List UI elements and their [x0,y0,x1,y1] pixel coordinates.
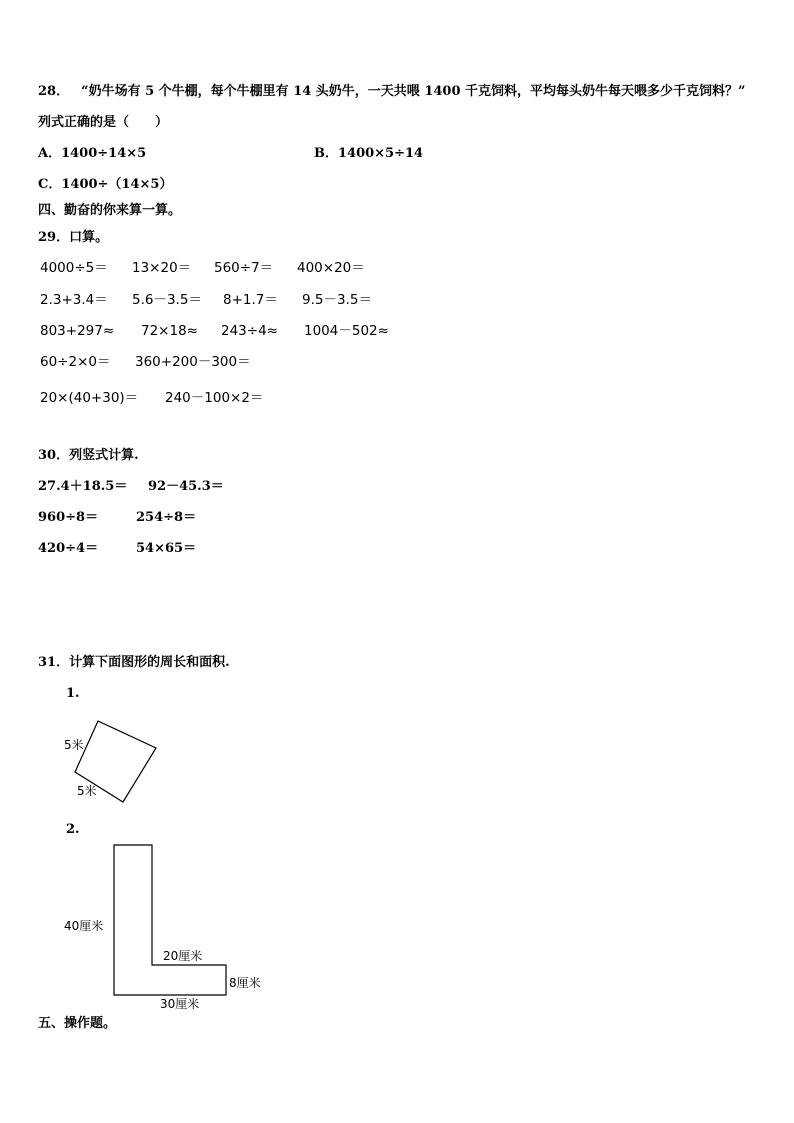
q31-figure-2-number: 2. [66,822,80,837]
l-shape-right-label: 8厘米 [229,976,261,990]
q29-item: 360+200－300＝ [135,354,251,370]
q29-item: 20×(40+30)＝ [40,390,139,406]
q29-item: 2.3+3.4＝ [40,292,108,308]
q30-title: 30．列竖式计算. [38,448,139,463]
q30-item: 92－45.3＝ [148,479,224,494]
q28-option-c: C．1400÷（14×5） [38,177,173,192]
q29-item: 13×20＝ [132,260,192,276]
q29-item: 243÷4≈ [221,323,278,339]
section4-title: 四、勤奋的你来算一算。 [38,203,182,218]
q28-stem-text: “奶牛场有 5 个牛棚，每个牛棚里有 14 头奶牛，一天共喂 1400 千克饲料，平均每头奶牛每天喂多少千克饲料？” [81,84,746,99]
q28-option-b: B．1400×5÷14 [314,146,424,161]
l-shape-bottom-label: 30厘米 [160,997,200,1011]
q29-item: 803+297≈ [40,323,115,339]
q29-item: 8+1.7＝ [223,292,278,308]
q30-item: 27.4＋18.5＝ [38,479,128,494]
q29-item: 5.6－3.5＝ [132,292,202,308]
q28-stem [38,84,746,100]
q29-item: 1004－502≈ [304,323,389,339]
q30-item: 420÷4＝ [38,541,99,556]
l-shape-inner-label: 20厘米 [163,949,203,963]
q28-option-a: A．1400÷14×5 [38,146,147,161]
q31-title: 31．计算下面图形的周长和面积. [38,655,230,670]
q31-figure-1-number: 1. [66,686,80,701]
q30-item: 54×65＝ [136,541,197,556]
l-shape-figure [110,842,235,1002]
q29-item: 72×18≈ [141,323,198,339]
q29-item: 560÷7＝ [214,260,274,276]
q29-item: 4000÷5＝ [40,260,108,276]
l-shape-height-label: 40厘米 [64,919,104,933]
q29-title: 29．口算。 [38,230,109,245]
q29-item: 9.5－3.5＝ [302,292,372,308]
section5-title: 五、操作题。 [38,1016,117,1031]
square-side-label-bottom: 5米 [77,784,97,798]
q29-item: 400×20＝ [297,260,365,276]
q29-item: 60÷2×0＝ [40,354,111,370]
q28-number: 28． [38,84,70,99]
q30-item: 254÷8＝ [136,510,197,525]
q29-item: 240－100×2＝ [165,390,264,406]
square-side-label-left: 5米 [64,738,84,752]
q30-item: 960÷8＝ [38,510,99,525]
q28-prompt: 列式正确的是（ ） [38,115,169,130]
l-shape-outline [114,845,226,995]
